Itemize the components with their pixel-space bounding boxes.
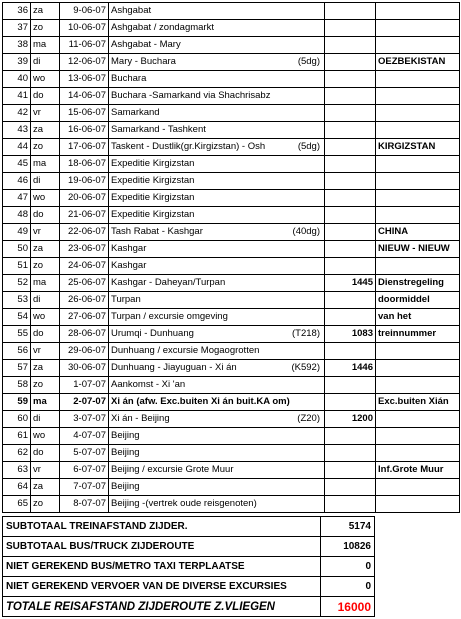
row-distance xyxy=(325,139,376,156)
row-distance: 1445 xyxy=(325,275,376,292)
row-description-text: Kashgar - Daheyan/Turpan xyxy=(111,277,226,288)
summary-value: 0 xyxy=(321,577,375,597)
row-distance xyxy=(325,207,376,224)
row-side-note xyxy=(376,258,460,275)
table-row xyxy=(3,20,460,37)
row-distance xyxy=(325,496,376,513)
row-day: zo xyxy=(31,20,60,37)
row-description-text: Aankomst - Xi 'an xyxy=(111,379,186,390)
row-side-note xyxy=(376,71,460,88)
row-date: 10-06-07 xyxy=(60,20,109,37)
row-number: 65 xyxy=(3,496,31,513)
summary-row xyxy=(3,577,375,597)
row-number: 43 xyxy=(3,122,31,139)
row-side-note: Exc.buiten Xián xyxy=(376,394,460,411)
row-note: (5dg) xyxy=(297,56,320,67)
row-distance xyxy=(325,377,376,394)
summary-value: 16000 xyxy=(321,597,375,617)
row-date: 3-07-07 xyxy=(60,411,109,428)
table-row xyxy=(3,105,460,122)
row-description-text: Taskent - Dustlik(gr.Kirgizstan) - Osh xyxy=(111,141,266,152)
row-description-text: Kashgar xyxy=(111,243,147,254)
table-row xyxy=(3,496,460,513)
row-description xyxy=(109,241,325,258)
table-row xyxy=(3,173,460,190)
row-description xyxy=(109,190,325,207)
row-side-note: NIEUW - NIEUW xyxy=(376,241,460,258)
row-description-text: Beijing xyxy=(111,481,140,492)
row-number: 56 xyxy=(3,343,31,360)
table-row xyxy=(3,88,460,105)
row-day: do xyxy=(31,88,60,105)
table-row xyxy=(3,394,460,411)
table-row xyxy=(3,71,460,88)
summary-row xyxy=(3,597,375,617)
row-description xyxy=(109,37,325,54)
summary-label: SUBTOTAAL TREINAFSTAND ZIJDER. xyxy=(3,517,321,537)
row-note: (40dg) xyxy=(292,226,320,237)
row-description xyxy=(109,394,325,411)
row-description-text: Turpan / excursie omgeving xyxy=(111,311,228,322)
table-row xyxy=(3,156,460,173)
row-date: 16-06-07 xyxy=(60,122,109,139)
itinerary-table xyxy=(2,2,460,513)
table-row xyxy=(3,479,460,496)
table-row xyxy=(3,54,460,71)
row-date: 20-06-07 xyxy=(60,190,109,207)
row-description-text: Urumqi - Dunhuang xyxy=(111,328,194,339)
row-side-note xyxy=(376,173,460,190)
row-distance xyxy=(325,479,376,496)
summary-row xyxy=(3,557,375,577)
table-row xyxy=(3,377,460,394)
table-row xyxy=(3,224,460,241)
row-date: 15-06-07 xyxy=(60,105,109,122)
row-day: ma xyxy=(31,275,60,292)
row-distance xyxy=(325,122,376,139)
row-description xyxy=(109,54,325,71)
row-note: (T218) xyxy=(292,328,320,339)
row-distance xyxy=(325,258,376,275)
table-row xyxy=(3,326,460,343)
row-side-note xyxy=(376,377,460,394)
row-number: 61 xyxy=(3,428,31,445)
row-side-note xyxy=(376,3,460,20)
row-side-note: doormiddel xyxy=(376,292,460,309)
row-day: wo xyxy=(31,190,60,207)
row-distance xyxy=(325,241,376,258)
table-row xyxy=(3,428,460,445)
row-day: ma xyxy=(31,394,60,411)
row-distance xyxy=(325,462,376,479)
row-date: 19-06-07 xyxy=(60,173,109,190)
row-note: (5dg) xyxy=(297,141,320,152)
row-day: zo xyxy=(31,496,60,513)
row-distance xyxy=(325,88,376,105)
row-date: 8-07-07 xyxy=(60,496,109,513)
row-number: 63 xyxy=(3,462,31,479)
row-description xyxy=(109,3,325,20)
row-day: vr xyxy=(31,224,60,241)
row-side-note: van het xyxy=(376,309,460,326)
row-date: 1-07-07 xyxy=(60,377,109,394)
table-row xyxy=(3,445,460,462)
table-row xyxy=(3,190,460,207)
row-number: 36 xyxy=(3,3,31,20)
row-day: do xyxy=(31,326,60,343)
summary-table xyxy=(2,516,375,617)
row-date: 26-06-07 xyxy=(60,292,109,309)
row-description-text: Kashgar xyxy=(111,260,147,271)
table-row xyxy=(3,462,460,479)
row-description xyxy=(109,20,325,37)
row-day: vr xyxy=(31,105,60,122)
row-day: do xyxy=(31,207,60,224)
row-number: 47 xyxy=(3,190,31,207)
row-day: do xyxy=(31,445,60,462)
row-note: (Z20) xyxy=(297,413,320,424)
row-description-text: Mary - Buchara xyxy=(111,56,176,67)
row-date: 24-06-07 xyxy=(60,258,109,275)
row-distance xyxy=(325,224,376,241)
row-description-text: Ashgabat / zondagmarkt xyxy=(111,22,214,33)
summary-label: TOTALE REISAFSTAND ZIJDEROUTE Z.VLIEGEN xyxy=(3,597,321,617)
row-number: 52 xyxy=(3,275,31,292)
row-number: 48 xyxy=(3,207,31,224)
row-description xyxy=(109,207,325,224)
table-row xyxy=(3,37,460,54)
row-description-text: Dunhuang / excursie Mogaogrotten xyxy=(111,345,260,356)
row-number: 58 xyxy=(3,377,31,394)
row-number: 53 xyxy=(3,292,31,309)
row-date: 29-06-07 xyxy=(60,343,109,360)
row-day: zo xyxy=(31,258,60,275)
row-date: 9-06-07 xyxy=(60,3,109,20)
row-date: 12-06-07 xyxy=(60,54,109,71)
row-description-text: Ashgabat - Mary xyxy=(111,39,181,50)
row-side-note xyxy=(376,411,460,428)
row-side-note xyxy=(376,360,460,377)
row-day: di xyxy=(31,292,60,309)
row-description xyxy=(109,173,325,190)
row-distance xyxy=(325,20,376,37)
row-number: 37 xyxy=(3,20,31,37)
row-description xyxy=(109,428,325,445)
row-description-text: Expeditie Kirgizstan xyxy=(111,209,195,220)
row-description-text: Dunhuang - Jiayuguan - Xi án xyxy=(111,362,237,373)
row-description-text: Beijing xyxy=(111,430,140,441)
row-description-text: Buchara -Samarkand via Shachrisabz xyxy=(111,90,271,101)
row-side-note xyxy=(376,37,460,54)
row-date: 21-06-07 xyxy=(60,207,109,224)
row-description xyxy=(109,224,325,241)
itinerary-sheet xyxy=(2,2,460,513)
row-side-note xyxy=(376,343,460,360)
row-description xyxy=(109,292,325,309)
row-day: di xyxy=(31,173,60,190)
row-day: wo xyxy=(31,428,60,445)
row-description xyxy=(109,71,325,88)
row-number: 54 xyxy=(3,309,31,326)
row-distance xyxy=(325,71,376,88)
row-date: 7-07-07 xyxy=(60,479,109,496)
row-date: 28-06-07 xyxy=(60,326,109,343)
table-row xyxy=(3,207,460,224)
row-description-text: Samarkand - Tashkent xyxy=(111,124,206,135)
row-day: ma xyxy=(31,156,60,173)
row-day: vr xyxy=(31,462,60,479)
row-side-note: CHINA xyxy=(376,224,460,241)
row-description-text: Xi án - Beijing xyxy=(111,413,170,424)
row-distance xyxy=(325,54,376,71)
row-date: 6-07-07 xyxy=(60,462,109,479)
summary-row xyxy=(3,517,375,537)
row-number: 62 xyxy=(3,445,31,462)
row-distance xyxy=(325,394,376,411)
row-date: 18-06-07 xyxy=(60,156,109,173)
row-description xyxy=(109,445,325,462)
row-day: za xyxy=(31,479,60,496)
row-description xyxy=(109,258,325,275)
summary-row xyxy=(3,537,375,557)
row-number: 40 xyxy=(3,71,31,88)
row-description xyxy=(109,343,325,360)
row-description xyxy=(109,479,325,496)
row-distance: 1083 xyxy=(325,326,376,343)
row-side-note: treinnummer xyxy=(376,326,460,343)
row-description-text: Beijing xyxy=(111,447,140,458)
row-side-note xyxy=(376,20,460,37)
row-side-note xyxy=(376,428,460,445)
row-side-note xyxy=(376,88,460,105)
row-day: za xyxy=(31,3,60,20)
row-description-text: Expeditie Kirgizstan xyxy=(111,192,195,203)
row-description xyxy=(109,496,325,513)
row-description xyxy=(109,360,325,377)
summary-value: 10826 xyxy=(321,537,375,557)
row-date: 4-07-07 xyxy=(60,428,109,445)
table-row xyxy=(3,139,460,156)
row-number: 38 xyxy=(3,37,31,54)
row-distance xyxy=(325,156,376,173)
row-description xyxy=(109,105,325,122)
row-side-note xyxy=(376,156,460,173)
table-row xyxy=(3,343,460,360)
row-distance xyxy=(325,292,376,309)
row-date: 11-06-07 xyxy=(60,37,109,54)
row-day: di xyxy=(31,54,60,71)
row-number: 60 xyxy=(3,411,31,428)
row-day: vr xyxy=(31,343,60,360)
row-note: (K592) xyxy=(291,362,320,373)
row-day: zo xyxy=(31,139,60,156)
row-date: 25-06-07 xyxy=(60,275,109,292)
row-number: 49 xyxy=(3,224,31,241)
row-side-note xyxy=(376,122,460,139)
row-description xyxy=(109,275,325,292)
row-distance xyxy=(325,445,376,462)
row-distance xyxy=(325,37,376,54)
row-distance xyxy=(325,343,376,360)
row-distance xyxy=(325,190,376,207)
row-number: 50 xyxy=(3,241,31,258)
row-side-note xyxy=(376,105,460,122)
summary-value: 0 xyxy=(321,557,375,577)
summary-label: NIET GEREKEND VERVOER VAN DE DIVERSE EXCURSIES xyxy=(3,577,321,597)
row-distance xyxy=(325,428,376,445)
row-description-text: Expeditie Kirgizstan xyxy=(111,158,195,169)
row-side-note xyxy=(376,479,460,496)
table-row xyxy=(3,292,460,309)
row-date: 13-06-07 xyxy=(60,71,109,88)
row-day: za xyxy=(31,360,60,377)
row-description xyxy=(109,139,325,156)
row-number: 41 xyxy=(3,88,31,105)
row-description xyxy=(109,88,325,105)
row-date: 14-06-07 xyxy=(60,88,109,105)
row-date: 22-06-07 xyxy=(60,224,109,241)
row-distance xyxy=(325,3,376,20)
row-day: za xyxy=(31,122,60,139)
summary-label: SUBTOTAAL BUS/TRUCK ZIJDEROUTE xyxy=(3,537,321,557)
row-number: 59 xyxy=(3,394,31,411)
row-description xyxy=(109,156,325,173)
row-date: 27-06-07 xyxy=(60,309,109,326)
row-description-text: Ashgabat xyxy=(111,5,152,16)
row-number: 46 xyxy=(3,173,31,190)
row-description-text: Beijing / excursie Grote Muur xyxy=(111,464,234,475)
row-number: 51 xyxy=(3,258,31,275)
row-side-note xyxy=(376,445,460,462)
row-number: 57 xyxy=(3,360,31,377)
row-day: di xyxy=(31,411,60,428)
row-date: 5-07-07 xyxy=(60,445,109,462)
row-side-note: KIRGIZSTAN xyxy=(376,139,460,156)
row-side-note xyxy=(376,496,460,513)
summary-label: NIET GEREKEND BUS/METRO TAXI TERPLAATSE xyxy=(3,557,321,577)
row-description-text: Tash Rabat - Kashgar xyxy=(111,226,203,237)
table-row xyxy=(3,241,460,258)
row-description xyxy=(109,377,325,394)
table-row xyxy=(3,275,460,292)
row-number: 55 xyxy=(3,326,31,343)
row-number: 64 xyxy=(3,479,31,496)
row-side-note xyxy=(376,207,460,224)
row-number: 39 xyxy=(3,54,31,71)
row-side-note: Dienstregeling xyxy=(376,275,460,292)
row-distance: 1200 xyxy=(325,411,376,428)
row-date: 2-07-07 xyxy=(60,394,109,411)
table-row xyxy=(3,3,460,20)
table-row xyxy=(3,360,460,377)
row-description-text: Xi án (afw. Exc.buiten Xi án buit.KA om) xyxy=(111,396,290,407)
row-side-note: OEZBEKISTAN xyxy=(376,54,460,71)
row-number: 44 xyxy=(3,139,31,156)
row-date: 30-06-07 xyxy=(60,360,109,377)
row-description xyxy=(109,411,325,428)
summary-value: 5174 xyxy=(321,517,375,537)
table-row xyxy=(3,309,460,326)
row-day: wo xyxy=(31,309,60,326)
table-row xyxy=(3,122,460,139)
row-description-text: Buchara xyxy=(111,73,147,84)
row-distance: 1446 xyxy=(325,360,376,377)
row-description xyxy=(109,309,325,326)
row-distance xyxy=(325,105,376,122)
table-row xyxy=(3,258,460,275)
row-number: 45 xyxy=(3,156,31,173)
row-day: zo xyxy=(31,377,60,394)
table-row xyxy=(3,411,460,428)
row-distance xyxy=(325,173,376,190)
row-description-text: Turpan xyxy=(111,294,141,305)
row-side-note xyxy=(376,190,460,207)
row-day: za xyxy=(31,241,60,258)
row-number: 42 xyxy=(3,105,31,122)
row-description xyxy=(109,326,325,343)
row-description-text: Beijing -(vertrek oude reisgenoten) xyxy=(111,498,257,509)
row-distance xyxy=(325,309,376,326)
row-description-text: Samarkand xyxy=(111,107,160,118)
row-description-text: Expeditie Kirgizstan xyxy=(111,175,195,186)
row-day: ma xyxy=(31,37,60,54)
row-side-note: Inf.Grote Muur xyxy=(376,462,460,479)
row-description xyxy=(109,462,325,479)
row-date: 23-06-07 xyxy=(60,241,109,258)
row-description xyxy=(109,122,325,139)
row-date: 17-06-07 xyxy=(60,139,109,156)
row-day: wo xyxy=(31,71,60,88)
